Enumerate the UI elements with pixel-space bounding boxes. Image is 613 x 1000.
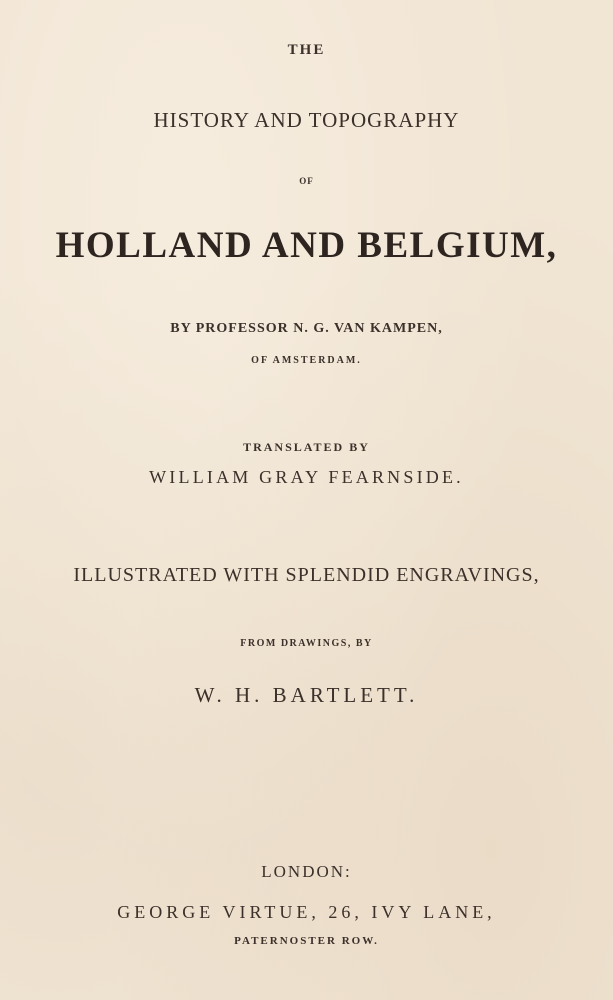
artist-name: W. H. BARTLETT. (194, 683, 419, 707)
connector-of: OF (299, 176, 314, 186)
translator-name: WILLIAM GRAY FEARNSIDE. (149, 467, 464, 487)
from-drawings-label: FROM DRAWINGS, BY (240, 638, 373, 649)
imprint-place: LONDON: (261, 862, 352, 881)
author-city: OF AMSTERDAM. (251, 355, 362, 366)
article-the: THE (287, 42, 326, 58)
author-line: BY PROFESSOR N. G. VAN KAMPEN, (170, 321, 443, 336)
imprint-publisher: GEORGE VIRTUE, 26, IVY LANE, (117, 902, 496, 922)
translated-by-label: TRANSLATED BY (243, 440, 370, 454)
illustrated-line: ILLUSTRATED WITH SPLENDID ENGRAVINGS, (73, 564, 540, 586)
imprint-street: PATERNOSTER ROW. (234, 935, 379, 947)
subtitle-history: HISTORY AND TOPOGRAPHY (153, 108, 460, 132)
book-title: HOLLAND AND BELGIUM, (55, 225, 558, 266)
